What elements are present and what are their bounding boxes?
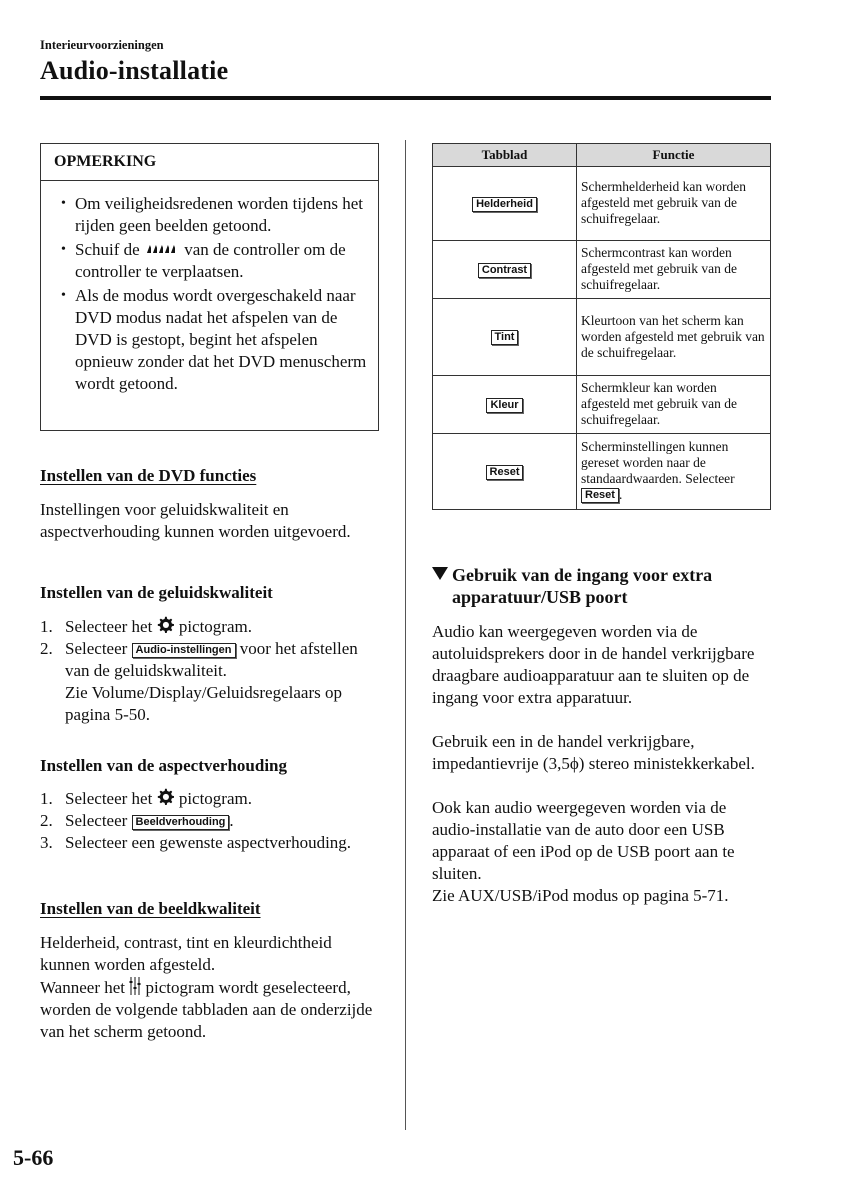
tab-contrast: Contrast bbox=[478, 263, 531, 278]
aux-para-3: Ook kan audio weergegeven worden via de audio-installatie van de auto door een USB apparaat of een iPod op de USB poort aan te sluiten. bbox=[432, 798, 735, 883]
image-heading: Instellen van de beeldkwaliteit bbox=[40, 899, 261, 918]
sound-step-2 bbox=[40, 638, 380, 726]
step-text: Selecteer een gewenste aspectverhouding. bbox=[65, 833, 352, 852]
table-row bbox=[433, 376, 771, 434]
aspect-heading: Instellen van de aspectverhouding bbox=[40, 756, 287, 775]
table-row bbox=[433, 241, 771, 299]
step-number: 2. bbox=[40, 639, 53, 658]
step-text: Selecteer bbox=[65, 811, 128, 830]
step-number: 1. bbox=[40, 617, 53, 636]
note-heading: OPMERKING bbox=[41, 144, 378, 181]
para-text: Wanneer het bbox=[40, 978, 125, 997]
section-label: Interieurvoorzieningen bbox=[40, 38, 164, 52]
step-text: Selecteer het bbox=[65, 789, 153, 808]
aux-para-2: Gebruik een in de handel verkrijgbare, impedantievrije (3,5ϕ) stereo ministekkerkabel. bbox=[432, 732, 755, 773]
aspect-ratio-button: Beeldverhouding bbox=[132, 815, 230, 830]
aspect-step-2 bbox=[40, 810, 380, 832]
note-item bbox=[61, 239, 368, 283]
step-number: 1. bbox=[40, 789, 53, 808]
function-cell bbox=[577, 434, 771, 510]
note-item: • Als de modus wordt overgeschakeld naar DVD modus nadat het afspelen van de DVD is gestopt, begint het afspelen opnieuw zonder dat het DVD menuscherm wordt getoond. bbox=[61, 285, 368, 395]
aux-heading-line-2: apparatuur/USB poort bbox=[452, 587, 628, 607]
function-cell: Schermhelderheid kan worden afgesteld met gebruik van de schuifregelaar. bbox=[577, 167, 771, 241]
page-number: 5-66 bbox=[13, 1145, 54, 1170]
function-cell: Kleurtoon van het scherm kan worden afgesteld met gebruik van de schuifregelaar. bbox=[577, 299, 771, 376]
dvd-heading: Instellen van de DVD functies bbox=[40, 466, 257, 485]
step-text: voor het afstellen van de geluidskwaliteit. bbox=[65, 639, 358, 680]
aspect-step-3 bbox=[40, 832, 380, 854]
table-row bbox=[433, 167, 771, 241]
function-text: Selecteer bbox=[685, 471, 735, 486]
aspect-step-1 bbox=[40, 788, 380, 810]
step-text: Zie Volume/Display/Geluidsregelaars op pagina 5-50. bbox=[65, 683, 342, 724]
para-text: pictogram wordt geselecteerd, worden de volgende tabbladen aan de onderzijde van het scherm getoond. bbox=[40, 978, 373, 1041]
tab-tint: Tint bbox=[491, 330, 519, 345]
page-title: Audio-installatie bbox=[40, 56, 229, 85]
step-text: Selecteer het bbox=[65, 617, 153, 636]
title-rule bbox=[40, 96, 771, 100]
table-row bbox=[433, 434, 771, 510]
controller-slide-icon bbox=[147, 245, 177, 253]
sound-step-1 bbox=[40, 616, 380, 638]
aux-heading bbox=[432, 564, 712, 608]
image-para-2 bbox=[40, 976, 385, 1043]
gear-icon bbox=[157, 616, 175, 634]
note-item-text: van de controller om de controller te verplaatsen. bbox=[75, 240, 346, 281]
tab-function-table bbox=[432, 143, 771, 510]
note-item: • Om veiligheidsredenen worden tijdens het rijden geen beelden getoond. bbox=[61, 193, 368, 237]
triangle-down-icon bbox=[432, 567, 448, 580]
note-box bbox=[40, 143, 379, 431]
dvd-intro: Instellingen voor geluidskwaliteit en aspectverhouding kunnen worden uitgevoerd. bbox=[40, 500, 351, 541]
column-header-function: Functie bbox=[577, 144, 771, 167]
column-divider bbox=[405, 140, 406, 1130]
step-number: 3. bbox=[40, 833, 53, 852]
step-text: pictogram. bbox=[178, 617, 252, 636]
sliders-icon bbox=[129, 976, 141, 996]
tab-kleur: Kleur bbox=[486, 398, 522, 413]
function-text: . bbox=[618, 487, 623, 502]
aux-para-4: Zie AUX/USB/iPod modus op pagina 5-71. bbox=[432, 886, 729, 905]
aux-para-1: Audio kan weergegeven worden via de autoluidsprekers door in de handel verkrijgbare draagbare audioapparatuur aan te sluiten op de ingang voor extra apparatuur. bbox=[432, 622, 755, 707]
step-text: Selecteer bbox=[65, 639, 128, 658]
note-item-text: Schuif de bbox=[75, 240, 140, 259]
function-text: Scherminstellingen kunnen gereset worden naar de standaardwaarden. bbox=[581, 439, 729, 486]
column-header-tab: Tabblad bbox=[433, 144, 577, 167]
step-number: 2. bbox=[40, 811, 53, 830]
sound-heading: Instellen van de geluidskwaliteit bbox=[40, 583, 273, 602]
reset-button: Reset bbox=[581, 488, 619, 503]
table-row bbox=[433, 299, 771, 376]
note-list bbox=[41, 181, 378, 395]
tab-helderheid: Helderheid bbox=[472, 197, 537, 212]
step-text: . bbox=[229, 811, 234, 830]
image-para-1: Helderheid, contrast, tint en kleurdichtheid kunnen worden afgesteld. bbox=[40, 933, 332, 974]
tab-reset: Reset bbox=[486, 465, 524, 480]
function-cell: Schermcontrast kan worden afgesteld met gebruik van de schuifregelaar. bbox=[577, 241, 771, 299]
aux-heading-line-1: Gebruik van de ingang voor extra bbox=[452, 565, 713, 585]
function-cell: Schermkleur kan worden afgesteld met gebruik van de schuifregelaar. bbox=[577, 376, 771, 434]
audio-settings-button: Audio-instellingen bbox=[132, 643, 236, 658]
gear-icon bbox=[157, 788, 175, 806]
step-text: pictogram. bbox=[178, 789, 252, 808]
